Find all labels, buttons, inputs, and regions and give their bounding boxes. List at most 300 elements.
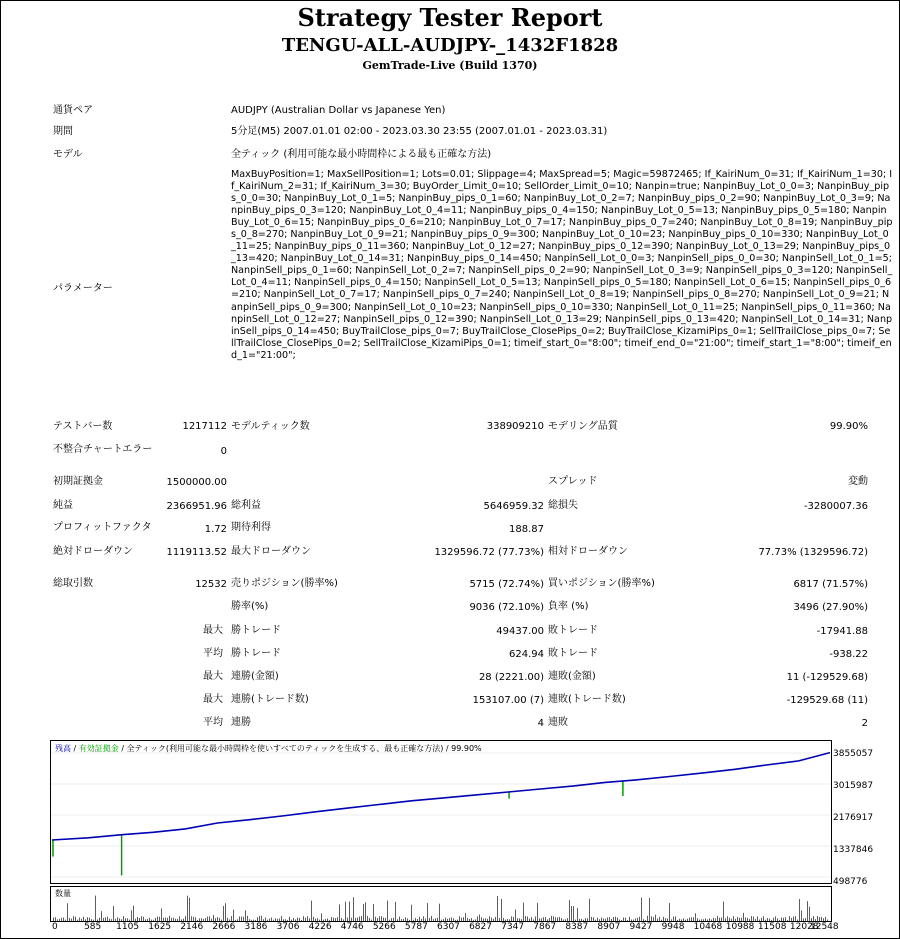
deposit-label: 初期証拠金	[53, 476, 103, 487]
y-tick-label: 2176917	[833, 813, 874, 823]
volume-bar	[447, 919, 448, 921]
volume-bar	[137, 917, 138, 921]
max-consec-lossamt-value: -129529.68 (11)	[786, 695, 868, 706]
volume-bar	[365, 902, 366, 921]
volume-bar	[111, 919, 112, 921]
volume-bar	[285, 919, 286, 921]
avg-loss-label: 敗トレード	[548, 648, 598, 659]
volume-bar	[761, 918, 762, 921]
x-tick-label: 12028	[789, 922, 819, 932]
volume-bar	[645, 920, 646, 921]
volume-bar	[635, 918, 636, 921]
volume-bar	[73, 916, 74, 921]
volume-bar	[185, 916, 186, 921]
volume-bar	[241, 917, 242, 921]
x-tick-label: 11508	[757, 922, 787, 932]
volume-bar	[511, 916, 512, 921]
volume-bar	[597, 918, 598, 921]
volume-bar	[115, 919, 116, 921]
volume-bar	[91, 919, 92, 921]
volume-bar	[75, 917, 76, 921]
max-dd-value: 1329596.72 (77.73%)	[434, 547, 544, 558]
period-value: 5分足(M5) 2007.01.01 02:00 - 2023.03.30 23:55 (2007.01.01 - 2023.03.31)	[231, 126, 608, 137]
volume-bar	[703, 919, 704, 921]
volume-bar	[371, 920, 372, 921]
volume-bar	[243, 917, 244, 921]
volume-bar	[439, 904, 440, 921]
volume-bar	[465, 913, 466, 921]
y-tick-label: 3015987	[833, 781, 874, 791]
volume-bar	[93, 920, 94, 921]
volume-bar	[477, 916, 478, 921]
volume-bar	[565, 919, 566, 921]
volume-bar	[429, 918, 430, 921]
volume-bar	[441, 920, 442, 921]
volume-label: 数量	[55, 889, 71, 898]
volume-bar	[301, 920, 302, 921]
volume-bar	[793, 916, 794, 921]
x-tick-label: 8387	[565, 922, 589, 932]
x-tick-label: 10988	[725, 922, 755, 932]
volume-bar	[205, 918, 206, 921]
volume-bar	[323, 920, 324, 921]
volume-bar	[505, 920, 506, 921]
abs-dd-label: 絶対ドローダウン	[53, 546, 133, 557]
x-tick-label: 9948	[661, 922, 685, 932]
volume-bar	[539, 918, 540, 921]
volume-bar	[693, 917, 694, 921]
volume-bar	[97, 919, 98, 921]
x-tick-label: 6307	[437, 922, 460, 932]
volume-bar	[749, 919, 750, 921]
volume-bar	[769, 919, 770, 921]
volume-bar	[697, 918, 698, 921]
volume-bar	[109, 919, 110, 921]
volume-bar	[449, 918, 450, 921]
legend-balance: 残高	[55, 744, 71, 753]
volume-bar	[223, 906, 224, 921]
volume-bar	[143, 917, 144, 921]
volume-bar	[435, 918, 436, 921]
volume-bar	[319, 920, 320, 921]
volume-bar	[653, 917, 654, 921]
largest-win-value: 49437.00	[496, 626, 544, 637]
volume-bar	[745, 918, 746, 921]
volume-bar	[377, 918, 378, 921]
volume-bar	[225, 903, 226, 921]
volume-bar	[167, 918, 168, 921]
volume-bar	[533, 919, 534, 921]
legend-separator: /	[118, 744, 127, 753]
volume-bar	[557, 917, 558, 921]
volume-bar	[419, 917, 420, 921]
volume-bar	[153, 920, 154, 921]
volume-bar	[171, 918, 172, 921]
bars-value: 1217112	[182, 421, 227, 432]
short-label: 売りポジション(勝率%)	[231, 578, 338, 589]
volume-bar	[767, 918, 768, 921]
volume-bar	[123, 916, 124, 921]
volume-bar	[763, 916, 764, 921]
volume-bar	[117, 917, 118, 921]
volume-bar	[629, 917, 630, 921]
report-subtitle: TENGU-ALL-AUDJPY-_1432F1828	[281, 35, 619, 56]
gross-loss-label: 総損失	[548, 500, 578, 511]
x-tick-label: 0	[52, 922, 58, 932]
max-consec-win-label: 連勝(金額)	[231, 671, 279, 682]
largest-loss-label: 敗トレード	[548, 625, 598, 636]
avg-prefix: 平均	[203, 717, 223, 728]
max-consec-profit-label: 連勝(トレード数)	[231, 694, 309, 705]
volume-bar	[113, 906, 114, 921]
volume-bar	[265, 918, 266, 921]
volume-bar	[567, 918, 568, 921]
volume-bar	[387, 901, 388, 921]
volume-bar	[757, 916, 758, 921]
volume-bar	[579, 919, 580, 921]
max-prefix: 最大	[203, 625, 223, 636]
volume-bar	[647, 916, 648, 921]
volume-bar	[383, 917, 384, 921]
volume-bar	[369, 918, 370, 921]
volume-bar	[119, 918, 120, 921]
volume-bar	[813, 916, 814, 921]
volume-bar	[445, 918, 446, 921]
volume-bar	[639, 917, 640, 921]
volume-bar	[503, 918, 504, 921]
y-tick-label: 3855057	[833, 749, 874, 759]
volume-bar	[499, 918, 500, 921]
volume-bar	[433, 919, 434, 921]
volume-bar	[283, 919, 284, 921]
volume-bar	[791, 918, 792, 921]
volume-bar	[659, 917, 660, 921]
volume-bar	[509, 919, 510, 921]
volume-bar	[273, 920, 274, 921]
avg-win-value: 624.94	[509, 649, 544, 660]
win-rate-value: 9036 (72.10%)	[469, 602, 544, 613]
volume-bar	[347, 918, 348, 921]
volume-bar	[651, 916, 652, 921]
volume-bar	[279, 919, 280, 921]
volume-bar	[187, 896, 188, 921]
volume-bar	[121, 919, 122, 921]
volume-bar	[665, 918, 666, 921]
volume-bar	[103, 918, 104, 921]
volume-bar	[269, 919, 270, 921]
volume-bar	[61, 918, 62, 921]
volume-bar	[189, 898, 190, 921]
volume-bar	[617, 918, 618, 921]
volume-bar	[69, 918, 70, 921]
volume-bar	[233, 910, 234, 921]
volume-bar	[609, 917, 610, 921]
pf-value: 1.72	[204, 524, 227, 535]
volume-bar	[85, 919, 86, 921]
x-tick-label: 3706	[276, 922, 300, 932]
quality-value: 99.90%	[829, 421, 868, 432]
avg-consec-win-label: 連勝	[231, 717, 251, 728]
volume-bar	[253, 920, 254, 921]
volume-bar	[471, 918, 472, 921]
volume-bar	[339, 904, 340, 921]
volume-bar	[787, 920, 788, 921]
volume-bar	[621, 920, 622, 921]
volume-bar	[725, 918, 726, 921]
volume-bar	[277, 919, 278, 921]
volume-bar	[275, 918, 276, 921]
volume-bar	[553, 916, 554, 921]
volume-bar	[595, 920, 596, 921]
volume-bar	[705, 918, 706, 921]
volume-bar	[487, 919, 488, 921]
legend-separator: /	[71, 744, 79, 753]
volume-bar	[507, 919, 508, 921]
volume-bar	[585, 918, 586, 921]
volume-bar	[317, 918, 318, 921]
volume-bar	[427, 903, 428, 921]
volume-bar	[211, 919, 212, 921]
volume-bar	[309, 918, 310, 921]
volume-bar	[101, 911, 102, 921]
volume-bar	[805, 918, 806, 921]
volume-bar	[63, 917, 64, 921]
volume-bar	[605, 919, 606, 921]
volume-bar	[327, 918, 328, 921]
volume-bar	[515, 909, 516, 921]
volume-bar	[287, 920, 288, 921]
volume-bar	[231, 916, 232, 921]
volume-bar	[611, 919, 612, 921]
volume-bar	[413, 920, 414, 921]
volume-bar	[157, 917, 158, 921]
net-label: 純益	[53, 500, 73, 511]
volume-bar	[607, 917, 608, 921]
volume-bar	[695, 913, 696, 921]
volume-bar	[459, 916, 460, 921]
volume-bar	[615, 917, 616, 921]
volume-bar	[67, 903, 68, 921]
volume-bar	[393, 918, 394, 921]
volume-bar	[603, 918, 604, 921]
volume-bar	[775, 916, 776, 921]
long-label: 買いポジション(勝率%)	[548, 578, 655, 589]
volume-bar	[679, 919, 680, 921]
volume-bar	[827, 920, 828, 921]
volume-bar	[83, 917, 84, 921]
symbol-label: 通貨ペア	[53, 105, 93, 116]
volume-bar	[493, 919, 494, 921]
model-value: 全ティック (利用可能な最小時間枠による最も正確な方法)	[231, 149, 492, 160]
volume-bar	[127, 918, 128, 921]
max-consec-profit-value: 153107.00 (7)	[472, 695, 544, 706]
gross-profit-label: 総利益	[231, 500, 261, 511]
volume-bar	[809, 907, 810, 921]
volume-bar	[623, 918, 624, 921]
volume-bar	[685, 920, 686, 921]
largest-loss-value: -17941.88	[816, 626, 868, 637]
x-tick-label: 12548	[810, 922, 839, 932]
volume-bar	[307, 916, 308, 921]
volume-bar	[179, 916, 180, 921]
volume-bar	[473, 920, 474, 921]
volume-bar	[535, 916, 536, 921]
volume-bar	[555, 917, 556, 921]
x-tick-label: 2666	[212, 922, 236, 932]
volume-bar	[777, 918, 778, 921]
loss-rate-value: 3496 (27.90%)	[793, 602, 868, 613]
volume-bar	[329, 920, 330, 921]
x-tick-label: 7867	[533, 922, 557, 932]
volume-bar	[551, 916, 552, 921]
volume-bar	[107, 917, 108, 921]
trades-label: 総取引数	[53, 578, 93, 589]
volume-bar	[663, 917, 664, 921]
volume-bar	[593, 917, 594, 921]
volume-bar	[723, 902, 724, 921]
volume-bar	[671, 919, 672, 921]
spread-label: スプレッド	[548, 476, 598, 487]
volume-bar	[401, 919, 402, 921]
expected-label: 期待利得	[231, 522, 271, 533]
volume-bar	[293, 918, 294, 921]
volume-bar	[689, 918, 690, 921]
volume-bar	[391, 918, 392, 921]
volume-bar	[289, 917, 290, 921]
volume-bar	[77, 920, 78, 921]
volume-bar	[727, 916, 728, 921]
volume-bar	[819, 917, 820, 921]
quality-label: モデリング品質	[548, 421, 618, 432]
volume-bar	[173, 918, 174, 921]
volume-bar	[305, 918, 306, 921]
volume-bar	[213, 915, 214, 921]
volume-bar	[199, 918, 200, 921]
volume-bar	[321, 913, 322, 921]
volume-bar	[751, 916, 752, 921]
volume-bar	[341, 918, 342, 921]
volume-bar	[531, 917, 532, 921]
x-tick-label: 585	[84, 922, 102, 932]
volume-bar	[691, 917, 692, 921]
volume-bar	[53, 918, 54, 921]
deposit-value: 1500000.00	[166, 477, 227, 488]
volume-bar	[183, 919, 184, 921]
volume-bar	[561, 918, 562, 921]
volume-bar	[245, 910, 246, 921]
balance-line	[52, 753, 830, 840]
volume-bar	[217, 917, 218, 921]
volume-bar	[451, 917, 452, 921]
avg-win-label: 勝トレード	[231, 648, 281, 659]
volume-bar	[709, 918, 710, 921]
volume-bar	[443, 919, 444, 921]
volume-bar	[151, 920, 152, 921]
volume-bar	[683, 918, 684, 921]
volume-bar	[257, 917, 258, 921]
volume-bar	[209, 916, 210, 921]
volume-bar	[251, 920, 252, 921]
volume-chart	[50, 886, 832, 922]
volume-bar	[59, 919, 60, 921]
volume-bar	[789, 916, 790, 921]
volume-bar	[807, 901, 808, 921]
y-tick-label: 1337846	[833, 845, 874, 855]
volume-bar	[481, 917, 482, 921]
volume-bar	[65, 920, 66, 921]
volume-bar	[87, 917, 88, 921]
max-prefix: 最大	[203, 671, 223, 682]
volume-bar	[359, 916, 360, 921]
x-tick-label: 7347	[501, 922, 525, 932]
avg-consec-loss-label: 連敗	[548, 717, 568, 728]
volume-bar	[649, 898, 650, 921]
max-prefix: 最大	[203, 694, 223, 705]
volume-bar	[349, 901, 350, 921]
volume-bar	[255, 920, 256, 921]
volume-bar	[771, 920, 772, 921]
max-consec-lossamt-label: 連敗(トレード数)	[548, 694, 626, 705]
bars-label: テストバー数	[53, 421, 113, 432]
volume-bar	[355, 918, 356, 921]
volume-bar	[569, 900, 570, 921]
volume-bar	[409, 920, 410, 921]
max-consec-win-value: 28 (2221.00)	[478, 672, 544, 683]
volume-bar	[381, 916, 382, 921]
volume-bar	[415, 918, 416, 921]
volume-bar	[655, 915, 656, 921]
volume-bar	[523, 903, 524, 921]
volume-bar	[149, 918, 150, 921]
volume-bar	[385, 918, 386, 921]
volume-bar	[803, 918, 804, 921]
params-label: パラメーター	[53, 283, 113, 294]
legend-model: 全ティック(利用可能な最小時間枠を使いすべてのティックを生成する、最も正確な方法)	[126, 744, 444, 753]
largest-win-label: 勝トレード	[231, 625, 281, 636]
volume-bar	[467, 918, 468, 921]
legend-quality: 99.90%	[451, 744, 482, 753]
x-tick-label: 1625	[148, 922, 172, 932]
symbol-value: AUDJPY (Australian Dollar vs Japanese Yen)	[231, 105, 446, 116]
volume-bar	[519, 918, 520, 921]
x-tick-label: 4746	[340, 922, 364, 932]
volume-bar	[417, 919, 418, 921]
volume-bar	[765, 920, 766, 921]
volume-bar	[311, 901, 312, 921]
max-consec-loss-value: 11 (-129529.68)	[786, 672, 868, 683]
volume-bar	[267, 920, 268, 921]
volume-bar	[95, 896, 96, 921]
volume-bar	[599, 919, 600, 921]
volume-bar	[719, 918, 720, 921]
volume-bar	[195, 917, 196, 921]
volume-bar	[367, 916, 368, 921]
volume-bar	[169, 916, 170, 921]
rel-dd-value: 77.73% (1329596.72)	[758, 547, 868, 558]
volume-bar	[357, 918, 358, 921]
volume-bar	[395, 902, 396, 921]
volume-bar	[405, 917, 406, 921]
volume-bar	[299, 918, 300, 921]
volume-bar	[247, 916, 248, 921]
params-value: MaxBuyPosition=1; MaxSellPosition=1; Lots=0.01; Slippage=4; MaxSpread=5; Magic=59872465; If_KairiNum_0=31; If_KairiNum_1=30; If_KairiNum_2=31; If_KairiNum_3=30; BuyOrder_Limit_0=10; SellOrder_Limit_0=10; Nanpin=true; NanpinBuy_Lot_0_0=3; NanpinBuy_pips_0_0=30; NanpinBuy_Lot_0_1=5; NanpinBuy_pips_0_1=60; NanpinBuy_Lot_0_2=7; NanpinBuy_pips_0_2=90; NanpinBuy_Lot_0_3=9; NanpinBuy_pips_0_3=120; NanpinBuy_Lot_0_4=11; NanpinBuy_pips_0_4=150; NanpinBuy_Lot_0_5=13; NanpinBuy_pips_0_5=180; NanpinBuy_Lot_0_6=15; NanpinBuy_pips_0_6=210; NanpinBuy_Lot_0_7=17; NanpinBuy_pips_0_7=240; NanpinBuy_Lot_0_8=19; NanpinBuy_pips_0_8=270; NanpinBuy_Lot_0_9=21; NanpinBuy_pips_0_9=300; NanpinBuy_Lot_0_10=23; NanpinBuy_pips_0_10=330; NanpinBuy_Lot_0_11=25; NanpinBuy_pips_0_11=360; NanpinBuy_Lot_0_12=27; NanpinBuy_pips_0_12=390; NanpinBuy_Lot_0_13=29; NanpinBuy_pips_0_13=420; NanpinBuy_Lot_0_14=31; NanpinBuy_pips_0_14=450; NanpinSell_Lot_0_0=3; NanpinSell_pips_0_0=30; NanpinSell_Lot_0_1=5; NanpinSell_pips_0_1=60; NanpinSell_Lot_0_2=7; NanpinSell_pips_0_2=90; NanpinSell_Lot_0_3=9; NanpinSell_pips_0_3=120; NanpinSell_Lot_0_4=11; NanpinSell_pips_0_4=150; NanpinSell_Lot_0_5=13; NanpinSell_pips_0_5=180; NanpinSell_Lot_0_6=15; NanpinSell_pips_0_6=210; NanpinSell_Lot_0_7=17; NanpinSell_pips_0_7=240; NanpinSell_Lot_0_8=19; NanpinSell_pips_0_8=270; NanpinSell_Lot_0_9=21; NanpinSell_pips_0_9=300; NanpinSell_Lot_0_10=23; NanpinSell_pips_0_10=330; NanpinSell_Lot_0_11=25; NanpinSell_pips_0_11=360; NanpinSell_Lot_0_12=27; NanpinSell_pips_0_12=390; NanpinSell_Lot_0_13=29; NanpinSell_pips_0_13=420; NanpinSell_Lot_0_14=31; NanpinSell_pips_0_14=450; BuyTrailClose_pips_0=7; BuyTrailClose_ClosePips_0=2; BuyTrailClose_KizamiPips_0=1; SellTrailClose_pips_0=7; SellTrailClose_ClosePips_0=2; SellTrailClose_KizamiPips_0=1; timeif_start_0="8:00"; timeif_end_0="21:00"; timeif_start_1="8:00"; timeif_end_1="21:00";	[231, 169, 893, 361]
volume-bar	[343, 919, 344, 921]
volume-bar	[203, 919, 204, 921]
volume-bar	[591, 917, 592, 921]
volume-bar	[673, 917, 674, 921]
volume-bar	[389, 920, 390, 921]
volume-bar	[303, 916, 304, 921]
